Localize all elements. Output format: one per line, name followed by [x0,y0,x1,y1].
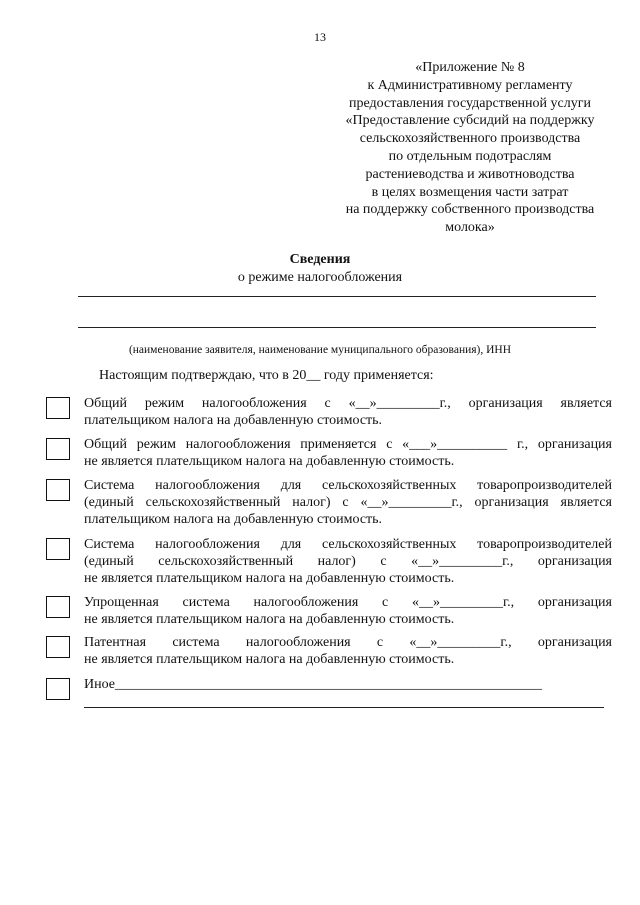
option-line: Система налогообложения для сельскохозяйственных товаропроизводителей [84,478,612,493]
checkbox[interactable] [46,479,70,501]
document-title [0,251,640,287]
option-line: (единый сельскохозяйственный налог) с «__»_________г., организация [84,554,612,569]
option-line: Система налогообложения для сельскохозяйственных товаропроизводителей [84,537,612,552]
title-subheading: о режиме налогообложения [237,270,403,285]
appendix-line: на поддержку собственного производства [345,202,595,218]
applicant-caption: (наименование заявителя, наименование муниципального образования), ИНН [128,344,512,356]
appendix-line: в целях возмещения части затрат [371,184,569,200]
option-line: Общий режим налогообложения применяется с «___»__________ г., организация [84,437,612,452]
title-heading: Сведения [289,252,351,267]
appendix-line: молока» [445,220,495,236]
option-text [84,536,612,587]
option-line: Патентная система налогообложения с «__»_________г., организация [84,635,612,650]
checkbox[interactable] [46,636,70,658]
applicant-name-field-line-1[interactable] [78,296,596,297]
appendix-line: сельскохозяйственного производства [359,131,581,147]
other-field-line[interactable] [84,707,604,708]
option-line: не является плательщиком налога на добавленную стоимость. [84,454,455,469]
option-line: (единый сельскохозяйственный налог) с «__»_________г., организация является [84,495,612,510]
option-line: плательщиком налога на добавленную стоимость. [84,512,383,527]
appendix-header [320,59,620,237]
checkbox[interactable] [46,678,70,700]
appendix-line: растениеводства и животноводства [365,166,575,182]
option-text [84,395,612,429]
option-line: Упрощенная система налогообложения с «__»_________г., организация [84,595,612,610]
appendix-line: «Предоставление субсидий на поддержку [345,113,595,129]
page-number: 13 [314,30,326,44]
applicant-name-field-line-2[interactable] [78,327,596,328]
option-text [84,676,612,693]
appendix-line: по отдельным подотраслям [388,148,552,164]
option-line: плательщиком налога на добавленную стоимость. [84,413,383,428]
appendix-line: к Административному регламенту [367,77,573,93]
option-text [84,436,612,470]
checkbox[interactable] [46,397,70,419]
option-line: не является плательщиком налога на добавленную стоимость. [84,612,455,627]
option-line: не является плательщиком налога на добавленную стоимость. [84,652,455,667]
appendix-line: предоставления государственной услуги [349,95,591,111]
confirm-statement: Настоящим подтверждаю, что в 20__ году применяется: [99,368,434,383]
checkbox[interactable] [46,538,70,560]
option-line: Общий режим налогообложения с «__»_________г., организация является [84,396,612,411]
appendix-line: «Приложение № 8 [415,60,525,75]
option-line: Иное_____________________________________________________________ [84,677,542,692]
option-text [84,477,612,528]
checkbox[interactable] [46,438,70,460]
option-text [84,594,612,628]
checkbox[interactable] [46,596,70,618]
option-text [84,634,612,668]
option-line: не является плательщиком налога на добавленную стоимость. [84,571,455,586]
